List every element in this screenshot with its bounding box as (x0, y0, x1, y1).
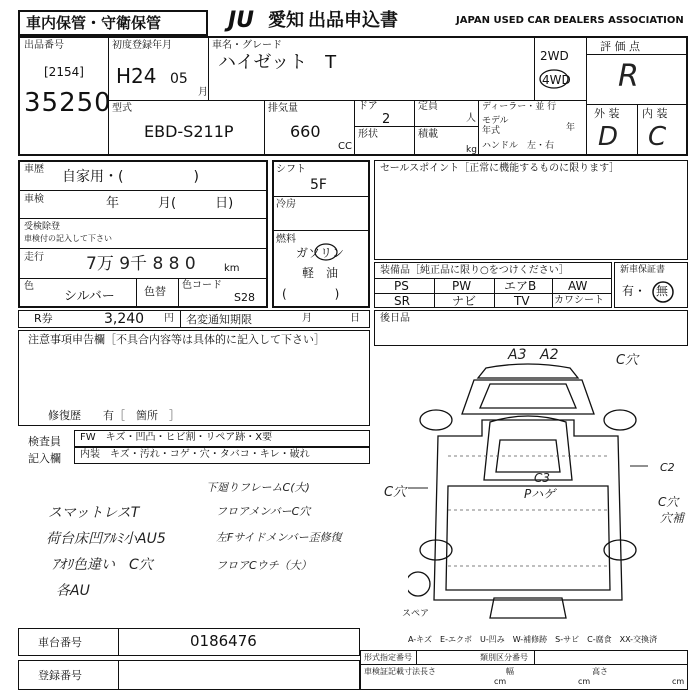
doors-value: 2 (382, 112, 391, 127)
dimensions-label: 車検証記載寸法 (364, 667, 420, 676)
mileage-value: 7万 9千 8 8 0 (86, 254, 196, 274)
drive-2wd: 2WD (540, 49, 569, 63)
sales-point-box (374, 160, 688, 260)
cm-unit-3: cm (672, 677, 685, 686)
inspector-label-1: 検査員 (28, 435, 61, 448)
repair-label: 修復歴 有［ 箇所 ］ (48, 409, 180, 422)
fuel-gasoline-circle (312, 240, 342, 262)
height-label: 高さ (592, 667, 608, 676)
warranty-label: 新車保証書 (620, 265, 666, 275)
inspection-value: 年 月( 日) (106, 196, 234, 211)
color-value: シルバー (64, 289, 115, 304)
category-label: 類別区分番号 (480, 653, 528, 662)
handwritten-line4: 各AU (56, 583, 90, 599)
displacement-unit: CC (338, 141, 352, 152)
registration-month: 05 (170, 71, 188, 87)
warranty-yes: 有・ (622, 284, 647, 298)
notes-label: 後日品 (380, 313, 410, 324)
inheritance-label: 受検除登 (24, 222, 61, 232)
mileage-unit: km (224, 263, 240, 274)
dealer-parallel-label: ディーラー・並 行 (482, 102, 557, 112)
logo-text: 愛知 (268, 10, 304, 31)
shape-label: 形状 (358, 129, 378, 140)
car-note-c2: C2 (660, 461, 675, 474)
doors-label: ドア (358, 101, 378, 112)
form-title: 出品申込書 (308, 10, 398, 31)
color-change-label: 色替 (144, 285, 166, 298)
registration-label: 初度登録年月 (112, 40, 172, 51)
load-label: 積載 (418, 129, 438, 140)
equip-aw: AW (568, 279, 588, 293)
fuel-gasoline: ガソリン (296, 246, 345, 260)
shift-label: シフト (276, 164, 306, 175)
storage-header: 車内保管・守衛保管 (26, 14, 162, 32)
association-name: JAPAN USED CAR DEALERS ASSOCIATION (456, 15, 684, 26)
remarks-label: 注意事項申告欄［不具合内容等は具体的に記入して下さい］ (28, 333, 325, 346)
lot-sub-number: [2154] (44, 65, 84, 79)
lot-number: 35250 (24, 88, 112, 118)
transfer-label: 名変通知期限 (186, 313, 252, 326)
chassis-number: 0186476 (190, 632, 257, 650)
handwritten-mid1: 下廻りフレームC(大) (206, 481, 310, 494)
spare-label: スペア (402, 609, 430, 619)
warranty-no-circle (650, 280, 676, 304)
equip-tv: TV (514, 294, 530, 308)
car-note-paint-peel: Pハゲ (524, 487, 556, 501)
car-note-c3: C3 (534, 471, 551, 485)
equip-leather-seat: カワシート (554, 295, 604, 306)
drive-4wd: 4WD (542, 73, 571, 87)
handwritten-mid2: フロアメンバーC穴 (216, 505, 311, 518)
inspection-label: 車検 (24, 194, 44, 205)
recycle-amount: 3,240 (104, 311, 145, 327)
exterior-grade: D (598, 122, 619, 152)
chassis-label: 車台番号 (38, 636, 82, 649)
car-note-c-hole-top: C穴 (616, 353, 639, 368)
history-label: 車歴 (24, 164, 44, 175)
inheritance-note: 車検付の記入して下さい (24, 234, 112, 243)
capacity-label: 定員 (418, 101, 438, 112)
vehicle-name: ハイゼット T (218, 52, 337, 73)
model-label: 型式 (112, 103, 132, 114)
recycle-label: R券 (34, 312, 53, 325)
cm-unit-1: cm (494, 677, 507, 686)
capacity-unit: 人 (466, 113, 476, 124)
shift-value: 5F (310, 177, 327, 193)
displacement-label: 排気量 (268, 103, 298, 114)
registration-year: H24 (116, 64, 157, 88)
notes-box (374, 310, 688, 346)
model-year-label-2: 年式 (482, 126, 501, 136)
handle-label: ハンドル 左・右 (482, 141, 555, 151)
history-value: 自家用・( ) (62, 169, 199, 185)
transfer-day: 日 (350, 313, 360, 324)
load-unit: kg (466, 145, 477, 155)
car-note-repair-right: 穴補 (660, 511, 685, 525)
fuel-diesel: 軽 油 (302, 266, 339, 280)
storage-header-box (18, 10, 208, 36)
equipment-label: 装備品［純正品に限り○をつけください］ (380, 265, 569, 276)
handwritten-line2: 荷台床凹ｱﾙﾐ小AU5 (46, 531, 166, 547)
equip-sr: SR (394, 294, 410, 308)
ac-label: 冷房 (276, 199, 296, 210)
car-note-c-hole-right: C穴 (658, 495, 679, 509)
logo-mark: JU (228, 8, 255, 33)
color-code-value: S28 (234, 291, 255, 304)
inspector-int-row: 内装 キズ・汚れ・コゲ・穴・タバコ・キレ・破れ (80, 449, 310, 460)
length-label: 長さ (420, 667, 436, 676)
type-designation-label: 形式指定番号 (364, 653, 412, 662)
plate-label: 登録番号 (38, 669, 82, 682)
handwritten-line1: スマットレスT (48, 505, 140, 521)
handwritten-mid3: 左Fサイドメンバー歪修復 (216, 531, 342, 544)
grade-score: R (618, 59, 639, 94)
sales-point-label: セールスポイント［正常に機能するものに限ります］ (380, 163, 620, 174)
interior-label: 内 装 (642, 107, 668, 120)
interior-grade: C (648, 122, 667, 152)
fuel-label: 燃料 (276, 234, 296, 245)
lot-number-label: 出品番号 (24, 40, 64, 51)
inspector-fw-row: FW キズ・凹凸・ヒビ割・リペア跡・X要 (80, 432, 273, 443)
color-code-label: 色コード (182, 280, 222, 291)
mileage-label: 走行 (24, 252, 44, 263)
exterior-label: 外 装 (594, 107, 620, 120)
color-label: 色 (24, 281, 34, 292)
grade-label: 評 価 点 (600, 40, 640, 53)
cm-unit-2: cm (578, 677, 591, 686)
registration-month-unit: 月 (198, 87, 208, 98)
transfer-month: 月 (302, 313, 312, 324)
model-year-label-1: モデル (482, 116, 509, 126)
car-note-a2: A2 (540, 347, 559, 363)
equip-pw: PW (452, 279, 472, 293)
width-label: 幅 (506, 667, 514, 676)
car-note-a3: A3 (508, 347, 527, 363)
recycle-unit: 円 (164, 313, 174, 324)
model-year-unit: 年 (566, 123, 576, 133)
displacement-value: 660 (290, 122, 321, 141)
handwritten-mid4: フロアCウチ（大） (216, 559, 312, 572)
vehicle-name-label: 車名・グレード (212, 40, 282, 51)
warranty-no: 無 (656, 284, 669, 298)
inspector-label-2: 記入欄 (28, 452, 61, 465)
equip-navi: ナビ (452, 294, 477, 308)
fuel-other: ( ) (282, 287, 340, 301)
car-note-c-hole-left: C穴 (384, 485, 407, 500)
equip-ps: PS (394, 279, 409, 293)
drive-4wd-circle (534, 67, 570, 91)
equip-airbag: エアB (504, 279, 537, 293)
damage-legend: A-キズ E-エクボ U-凹み W-補修跡 S-サビ C-腐食 XX-交換済 (408, 635, 658, 644)
model-value: EBD-S211P (144, 122, 234, 141)
handwritten-line3: ｱｵﾘ色違い C穴 (52, 557, 153, 573)
